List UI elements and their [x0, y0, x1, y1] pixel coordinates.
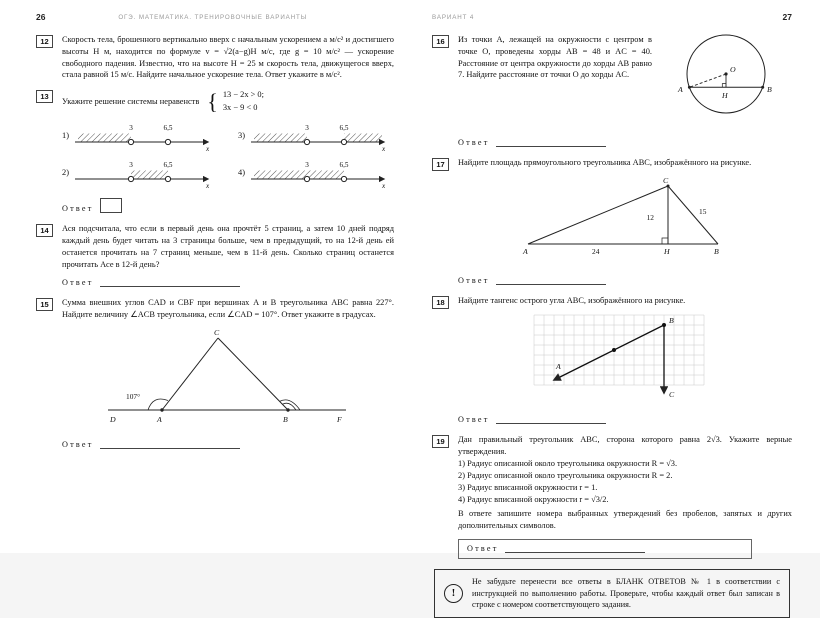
answer-14	[62, 277, 390, 287]
center-O-label: O	[730, 65, 736, 74]
answer-label: Ответ	[62, 439, 94, 449]
page-number-right: 27	[782, 12, 792, 22]
page-header-left	[36, 12, 394, 22]
point-A-label: A	[678, 85, 683, 94]
problem-13-intro: Укажите решение системы неравенств	[62, 96, 200, 106]
option-2	[62, 158, 218, 189]
tick-3: 3	[129, 161, 133, 170]
problem-19-outro: В ответе запишите номера выбранных утверждений без пробелов, запятых и других дополнительных символов.	[458, 509, 792, 531]
problem-19-intro: Дан правильный треугольник ABC, сторона которого равна 2√3. Укажите верные утверждения.	[458, 435, 792, 456]
tick-6-5: 6,5	[163, 161, 173, 170]
number-line-3	[249, 121, 391, 152]
problem-19-number: 19	[432, 435, 449, 448]
point-D-label: D	[110, 414, 116, 424]
page-header-right	[432, 12, 792, 22]
vertex-C-label: C	[663, 175, 669, 185]
problem-14-text: Ася подсчитала, что если в первый день она прочтёт 5 страниц, а затем 10 дней подряд каждый день будет читать на 3 страницы больше, чем в предыдущий, то на 12-й день ей останется прочитать на 7 страниц меньше, чем в 11-й день. Сколько страниц останется прочитать Асе в 12-й день?	[62, 224, 394, 269]
angle-107-label: 107°	[126, 391, 141, 401]
problem-17-figure	[522, 174, 792, 268]
circle-chords-figure	[660, 30, 792, 126]
answer-19	[458, 539, 752, 559]
inequality-system	[62, 89, 394, 114]
page-right	[410, 0, 820, 610]
vertex-C-label: C	[214, 327, 220, 337]
problem-15-figure	[102, 326, 394, 432]
problem-19-body	[458, 434, 792, 532]
triangle-exterior-angles-figure	[102, 326, 352, 428]
problem-14-number: 14	[36, 224, 53, 237]
vertex-B-label: B	[283, 414, 288, 424]
answer-line	[496, 414, 606, 424]
statement-2: 2) Радиус описанной около треугольника окружности R = 2.	[458, 470, 673, 480]
problem-15-body	[62, 297, 394, 431]
answer-label: Ответ	[458, 138, 490, 147]
problem-12-number: 12	[36, 35, 53, 48]
grid	[534, 315, 704, 385]
answer-18	[458, 414, 788, 424]
answer-label: Ответ	[467, 543, 499, 553]
problem-16	[432, 34, 792, 130]
number-line-4	[249, 158, 391, 189]
length-CH-label: 12	[646, 212, 654, 222]
problem-15-number: 15	[36, 298, 53, 311]
transfer-answers-notice	[434, 569, 790, 618]
answer-15	[62, 439, 390, 449]
problem-13-number: 13	[36, 90, 53, 103]
problem-18	[432, 295, 792, 408]
problem-18-body	[458, 295, 792, 408]
point-H-label: H	[722, 91, 728, 100]
running-head-right: ВАРИАНТ 4	[432, 13, 475, 21]
tick-3: 3	[305, 124, 309, 133]
option-1-label: 1)	[62, 131, 69, 141]
page-number-left: 26	[36, 12, 46, 22]
system-line-1: 13 − 2x > 0;	[222, 90, 264, 100]
problem-15	[36, 297, 394, 431]
answer-line	[100, 439, 240, 449]
problem-16-text: Из точки A, лежащей на окружности с центром в точке O, проведены хорды AB = 48 и AC = 40. Расстояние от центра окружности до хорды AB равно 7. Найдите расстояние от точки O до хорды AC.	[458, 35, 652, 80]
axis-label: x	[381, 182, 386, 190]
statement-1: 1) Радиус описанной около треугольника окружности R = √3.	[458, 458, 678, 468]
answer-label: Ответ	[458, 415, 490, 425]
option-2-label: 2)	[62, 168, 69, 178]
running-head-left: ОГЭ. МАТЕМАТИКА. ТРЕНИРОВОЧНЫЕ ВАРИАНТЫ	[118, 13, 308, 21]
system-brace: {	[207, 88, 218, 114]
problem-18-number: 18	[432, 296, 449, 309]
vertex-B-label: B	[714, 246, 719, 256]
problem-12-text: Скорость тела, брошенного вертикально вверх с начальным ускорением a м/с² и достигшего высоты H м, находится по формуле v = √2(a−g)H м/с, где g = 10 м/с² — ускорение свободного падения. Известно, что на высоте H = 25 м скорость тела, движущегося вверх, стала равной 15 м/с. Найдите начальное ускорение тела. Ответ укажите в м/с².	[62, 35, 394, 80]
answer-line	[505, 543, 645, 553]
answer-box	[100, 198, 122, 213]
vertex-A-label: A	[523, 246, 528, 256]
problem-16-number: 16	[432, 35, 449, 48]
answer-16	[458, 137, 788, 147]
answer-label: Ответ	[458, 275, 490, 285]
problem-13	[36, 89, 394, 191]
tick-6-5: 6,5	[339, 124, 349, 133]
answer-label: Ответ	[62, 204, 94, 214]
answer-line	[496, 275, 606, 285]
point-B-label: B	[767, 85, 772, 94]
point-F-label: F	[337, 414, 342, 424]
statement-3: 3) Радиус вписанной окружности r = 1.	[458, 482, 598, 492]
problem-12	[36, 34, 394, 81]
problem-17-body	[458, 157, 792, 268]
answer-line	[100, 277, 240, 287]
system-lines	[223, 89, 264, 114]
answer-13	[62, 198, 390, 213]
problem-15-text: Сумма внешних углов CAD и CBF при вершинах A и B треугольника ABC равна 227°. Найдите величину ∠ACB треугольника, если ∠CAD = 107°. Ответ укажите в градусах.	[62, 298, 394, 320]
answer-label: Ответ	[62, 278, 94, 288]
problem-19	[432, 434, 792, 532]
exclamation-icon: !	[444, 584, 463, 603]
length-CB-label: 15	[699, 206, 707, 216]
answer-line	[496, 137, 606, 147]
problem-14	[36, 223, 394, 270]
notice-text: Не забудьте перенести все ответы в БЛАНК ОТВЕТОВ № 1 в соответствии с инструкцией по выполнению работы. Проверьте, чтобы каждый ответ был записан в строке с номером соответствующего задания.	[472, 576, 780, 610]
vertex-B-label: B	[669, 316, 674, 326]
point-A-label: A	[556, 362, 561, 372]
problem-18-text: Найдите тангенс острого угла ABC, изображённого на рисунке.	[458, 295, 686, 305]
number-line-1	[73, 121, 215, 152]
tick-6-5: 6,5	[163, 124, 173, 133]
length-AH-label: 24	[592, 246, 600, 256]
tick-6-5: 6,5	[339, 161, 349, 170]
option-1	[62, 121, 218, 152]
right-triangle-figure	[522, 174, 727, 264]
problem-18-figure	[530, 311, 792, 407]
answer-17	[458, 275, 788, 285]
angle-on-grid-figure	[530, 311, 712, 403]
system-line-2: 3x − 9 < 0	[222, 102, 258, 112]
point-C-label: C	[669, 390, 675, 400]
number-line-2	[73, 158, 215, 189]
option-4-label: 4)	[238, 168, 245, 178]
problem-17	[432, 157, 792, 268]
problem-17-text: Найдите площадь прямоугольного треугольника ABC, изображённого на рисунке.	[458, 158, 752, 167]
problem-13-body	[62, 89, 394, 191]
problem-16-body	[458, 34, 792, 130]
axis-label: x	[205, 145, 210, 153]
option-3-label: 3)	[238, 131, 245, 141]
tick-3: 3	[305, 161, 309, 170]
problem-17-number: 17	[432, 158, 449, 171]
axis-label: x	[205, 182, 210, 190]
page-left	[0, 0, 410, 553]
statement-4: 4) Радиус вписанной окружности r = √3/2.	[458, 495, 609, 505]
vertex-A-label: A	[157, 414, 162, 424]
tick-3: 3	[129, 124, 133, 133]
number-line-options	[62, 121, 394, 189]
option-3	[238, 121, 394, 152]
axis-label: x	[381, 145, 386, 153]
option-4	[238, 158, 394, 189]
point-H-label: H	[664, 246, 670, 256]
